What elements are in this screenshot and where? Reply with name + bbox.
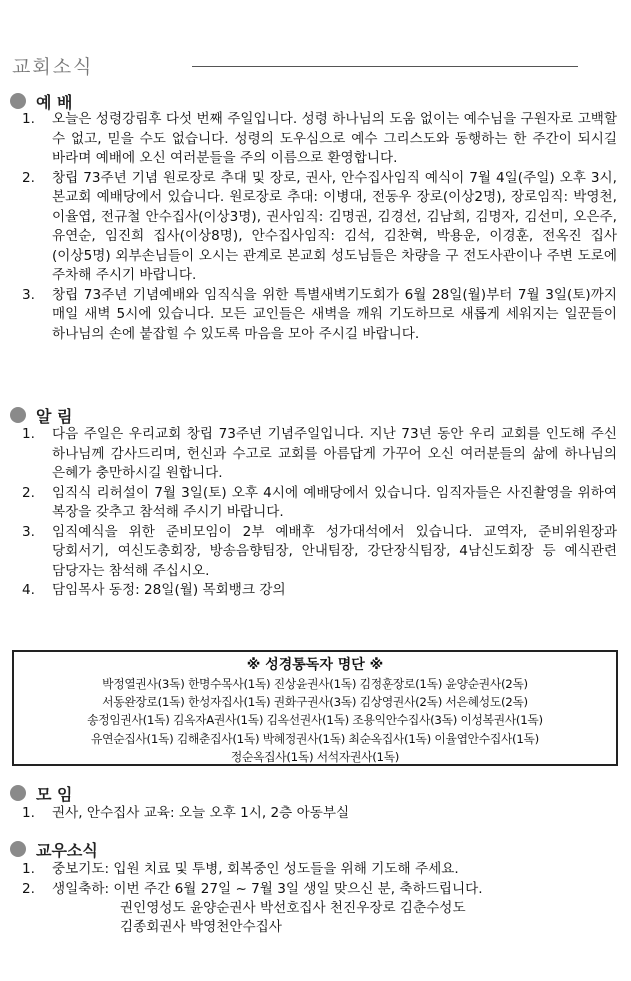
title-divider — [192, 66, 578, 67]
item-number: 2. — [22, 169, 35, 186]
reader-line: 유연순집사(1독) 김해춘집사(1독) 박혜정권사(1독) 최순옥집사(1독) 이율엽안수집사(1독) — [91, 731, 539, 746]
item-text: 권사, 안수집사 교육: 오늘 오후 1시, 2층 아동부실 — [52, 805, 350, 821]
reader-line: 정순옥집사(1독) 서석자권사(1독) — [230, 749, 400, 764]
item-number: 1. — [22, 426, 35, 442]
item-text: 중보기도: 입원 치료 및 투병, 회복중인 성도들을 위해 기도해 주세요. — [52, 861, 459, 877]
section-bullet-icon — [10, 93, 26, 109]
members-section — [0, 838, 631, 937]
reader-line: 박정열권사(3독) 한명수목사(1독) 진상윤권사(1독) 김정훈장로(1독) 윤양순권사(2독) — [102, 677, 528, 691]
list-item — [0, 804, 631, 824]
reader-line: 서동완장로(1독) 한성자집사(1독) 권화구권사(3독) 김상영권사(2독) 서은혜성도(2독) — [102, 695, 528, 710]
item-number: 4. — [22, 582, 35, 598]
item-number: 1. — [22, 111, 35, 127]
list-item — [0, 860, 631, 880]
list-item — [0, 169, 631, 286]
birthday-names: 권인영성도 윤양순권사 박선호집사 천진우장로 김춘수성도 — [120, 900, 466, 916]
section-bullet-icon — [10, 407, 26, 423]
bible-readers-box — [12, 650, 618, 766]
item-number: 2. — [22, 880, 35, 897]
item-text: 임직식 리허설이 7월 3일(토) 오후 4시에 예배당에서 있습니다. 임직자들은 사진촬영을 위하여 복장을 갖추고 참석해 주시기 바랍니다. — [52, 484, 617, 520]
section-bullet-icon — [10, 841, 26, 857]
members-heading: 교우소식 — [36, 841, 98, 860]
notice-heading: 알 림 — [36, 407, 73, 426]
list-item — [0, 425, 631, 484]
item-number: 2. — [22, 484, 35, 501]
item-text: 창립 73주년 기념예배와 임직식을 위한 특별새벽기도회가 6월 28일(월)부터 7월 3일(토)까지 매일 새벽 5시에 있습니다. 모든 교인들은 새벽을 깨워 기도하므로 새롭게 세워지는 일꾼들이 하나님의 손에 붙잡힐 수 있도록 마음을 모아 주시길 바랍니다. — [52, 286, 617, 342]
birthday-names: 김종회권사 박영천안수집사 — [120, 919, 282, 935]
list-item — [0, 523, 631, 582]
item-text: 담임목사 동정: 28일(월) 목회뱅크 강의 — [52, 582, 286, 598]
list-item — [0, 110, 631, 169]
item-text: 다음 주일은 우리교회 창립 73주년 기념주일입니다. 지난 73년 동안 우리 교회를 인도해 주신 하나님께 감사드리며, 헌신과 수고로 교회를 아름답게 가꾸어 오신 여러분들의 삶에 하나님의 은혜가 충만하시길 원합니다. — [52, 426, 617, 481]
list-item — [0, 581, 631, 601]
bible-readers-title: ※ 성경통독자 명단 ※ — [246, 657, 384, 673]
page-title: 교회소식 — [12, 56, 94, 78]
item-text: 창립 73주년 기념 원로장로 추대 및 장로, 권사, 안수집사임직 예식이 7월 4일(주일) 오후 3시, 본교회 예배당에서 있습니다. 원로장로 추대: 이병대, 전동우 장로(이상2명), 장로임직: 박영천, 이율엽, 전규철 안수집사(이상3명), 권사임직: 김명권, 김경선, 김남희, 김명자, 김선미, 오은주, 유연순, 임진희 집사(이상8명), 안수집사임직: 김석, 김찬혁, 박용운, 이경훈, 전옥진 집사(이상5명) 외부손님들이 오시는 관계로 본교회 성도님들은 차량을 구 전도사관이나 주변 도로에 주차해 주시기 바랍니다. — [52, 169, 617, 283]
section-bullet-icon — [10, 785, 26, 801]
item-number: 3. — [22, 523, 35, 540]
item-number: 3. — [22, 286, 35, 303]
item-text: 임직예식을 위한 준비모임이 2부 예배후 성가대석에서 있습니다. 교역자, 준비위원장과 당회서기, 여신도총회장, 방송음향팀장, 안내팀장, 강단장식팀장, 4남신도회장 등 예식관련 담당자는 참석해 주십시오. — [52, 523, 617, 579]
list-item — [0, 286, 631, 345]
list-item — [0, 484, 631, 523]
item-text: 오늘은 성령강림후 다섯 번째 주일입니다. 성령 하나님의 도움 없이는 예수님을 구원자로 고백할 수 없고, 믿을 수도 없습니다. 성령의 도우심으로 예수 그리스도와 동행하는 한 주간이 되시길 바라며 예배에 오신 여러분들을 주의 이름으로 환영합니다. — [52, 111, 617, 166]
worship-section — [0, 90, 631, 344]
item-text: 생일축하: 이번 주간 6월 27일 ~ 7월 3일 생일 맞으신 분, 축하드립니다. — [52, 880, 483, 897]
meeting-heading: 모 임 — [36, 785, 73, 804]
notice-section — [0, 404, 631, 601]
item-number: 1. — [22, 805, 35, 821]
meeting-section — [0, 782, 631, 824]
item-number: 1. — [22, 861, 35, 877]
worship-heading: 예 배 — [36, 93, 73, 112]
reader-line: 송정임권사(1독) 김옥자A권사(1독) 김옥선권사(1독) 조용익안수집사(3독) 이성복권사(1독) — [87, 713, 543, 728]
list-item — [0, 880, 631, 900]
